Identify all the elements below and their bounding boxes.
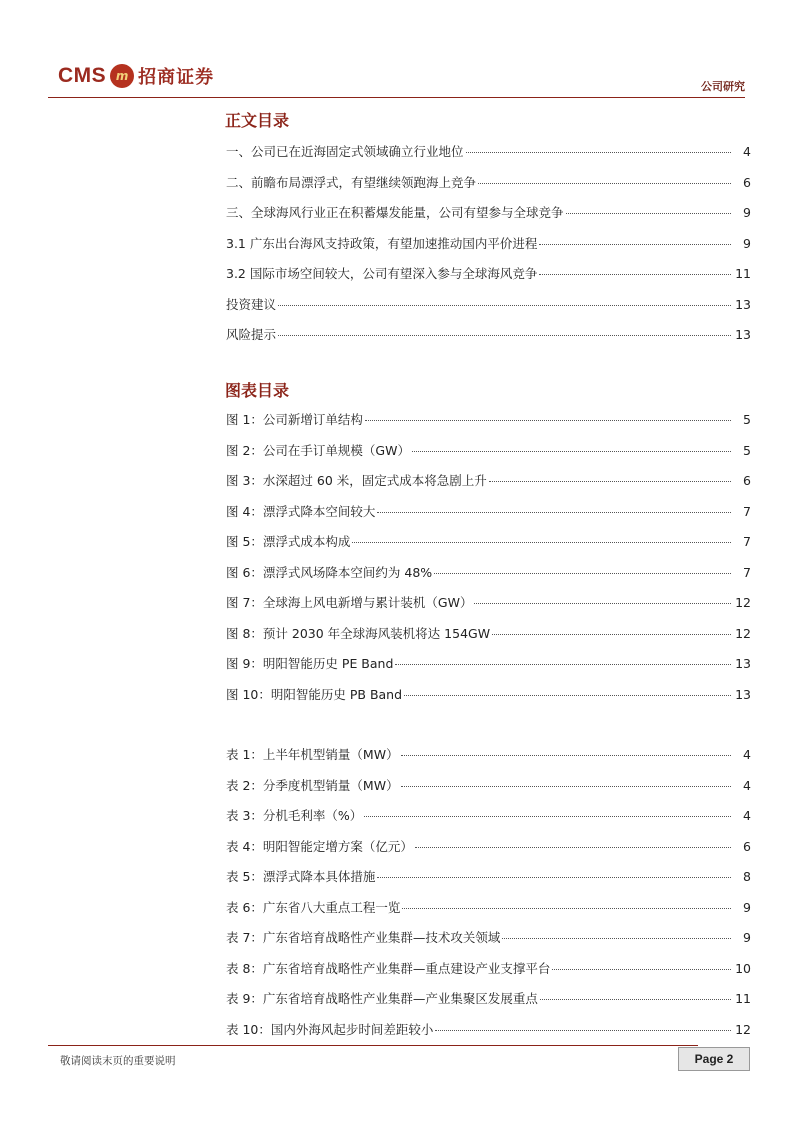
figure-entry[interactable]	[226, 441, 751, 472]
toc-entry-label: 投资建议	[226, 296, 277, 312]
table-entry-label: 表 5：漂浮式降本具体措施	[226, 869, 376, 884]
figure-entry[interactable]	[226, 502, 751, 533]
table-entry-page: 8	[743, 869, 751, 884]
figure-entry-page: 13	[735, 686, 751, 702]
toc-entry[interactable]	[226, 203, 751, 234]
toc-entry-label: 3.2 国际市场空间较大，公司有望深入参与全球海风竞争	[226, 266, 538, 281]
toc-entry-page: 13	[735, 327, 751, 342]
toc-entry-page: 9	[743, 205, 751, 220]
figure-entry-label: 图 7：全球海上风电新增与累计装机（GW）	[226, 595, 473, 610]
toc-entry-label: 三、全球海风行业正在积蓄爆发能量，公司有望参与全球竞争	[226, 205, 564, 220]
table-entry[interactable]	[226, 898, 751, 929]
figure-entry[interactable]	[226, 624, 751, 655]
figure-entry-page: 7	[743, 564, 751, 580]
table-entry[interactable]	[226, 867, 751, 898]
document-type-label: 公司研究	[701, 80, 745, 93]
figure-entry-page: 7	[743, 503, 751, 519]
toc-entry[interactable]	[226, 173, 751, 204]
toc-entry[interactable]	[226, 295, 751, 326]
table-entry-page: 12	[735, 1021, 751, 1037]
toc-entry-page: 4	[743, 144, 751, 159]
toc-entry-label: 一、公司已在近海固定式领域确立行业地位	[226, 144, 464, 159]
table-entry[interactable]	[226, 776, 751, 807]
table-entry-label: 表 10：国内外海风起步时间差距较小	[226, 1021, 434, 1037]
figure-entry-page: 7	[743, 534, 751, 549]
table-entry-page: 9	[743, 930, 751, 945]
figures-title: 图表目录	[225, 381, 290, 400]
logo-mark-icon: m	[110, 64, 134, 88]
figure-entry[interactable]	[226, 563, 751, 594]
table-entry[interactable]	[226, 745, 751, 776]
logo-text: CMS	[58, 64, 107, 87]
page-number-badge: Page 2	[678, 1047, 750, 1071]
table-entry[interactable]	[226, 806, 751, 837]
contents-list	[226, 142, 751, 356]
figure-entry-label: 图 3：水深超过 60 米，固定式成本将急剧上升	[226, 473, 487, 488]
table-entry-label: 表 3：分机毛利率（%）	[226, 808, 363, 823]
footer-disclaimer-note: 敬请阅读末页的重要说明	[60, 1055, 176, 1067]
toc-entry[interactable]	[226, 234, 751, 265]
table-entry-label: 表 4：明阳智能定增方案（亿元）	[226, 838, 413, 854]
table-entry[interactable]	[226, 837, 751, 868]
header-divider	[48, 97, 745, 98]
figure-entry-label: 图 9：明阳智能历史 PE Band	[226, 656, 394, 671]
figure-entry-label: 图 4：漂浮式降本空间较大	[226, 503, 376, 519]
toc-entry-page: 11	[735, 266, 751, 281]
figure-entry[interactable]	[226, 471, 751, 502]
table-entry[interactable]	[226, 989, 751, 1020]
toc-entry[interactable]	[226, 264, 751, 295]
figure-entry-label: 图 2：公司在手订单规模（GW）	[226, 442, 410, 458]
figure-entry[interactable]	[226, 532, 751, 563]
figure-entry-label: 图 6：漂浮式风场降本空间约为 48%	[226, 564, 433, 580]
toc-entry[interactable]	[226, 325, 751, 356]
figure-entry-page: 5	[743, 442, 751, 458]
toc-entry-label: 3.1 广东出台海风支持政策，有望加速推动国内平价进程	[226, 235, 538, 251]
toc-entry-label: 二、前瞻布局漂浮式，有望继续领跑海上竞争	[226, 174, 477, 190]
figure-entry-page: 12	[735, 625, 751, 641]
tables-list	[226, 745, 751, 1050]
toc-entry[interactable]	[226, 142, 751, 173]
figure-entry[interactable]	[226, 593, 751, 624]
table-entry[interactable]	[226, 928, 751, 959]
figure-entry-page: 13	[735, 656, 751, 671]
figure-entry-label: 图 8：预计 2030 年全球海风装机将达 154GW	[226, 625, 491, 641]
toc-entry-page: 13	[735, 296, 751, 312]
figure-entry-label: 图 10：明阳智能历史 PB Band	[226, 686, 403, 702]
table-entry-page: 4	[743, 747, 751, 762]
table-entry-label: 表 1：上半年机型销量（MW）	[226, 747, 399, 762]
figure-entry-page: 5	[743, 412, 751, 427]
toc-entry-page: 6	[743, 174, 751, 190]
table-entry-page: 10	[735, 960, 751, 976]
table-entry-label: 表 7：广东省培育战略性产业集群—技术攻关领域	[226, 930, 501, 945]
figure-entry[interactable]	[226, 654, 751, 685]
figures-list	[226, 410, 751, 715]
figure-entry-page: 6	[743, 473, 751, 488]
table-entry-label: 表 8：广东省培育战略性产业集群—重点建设产业支撑平台	[226, 960, 551, 976]
table-entry-label: 表 9：广东省培育战略性产业集群—产业集聚区发展重点	[226, 991, 538, 1006]
toc-entry-page: 9	[743, 235, 751, 251]
toc-entry-label: 风险提示	[226, 327, 277, 342]
table-entry-page: 4	[743, 777, 751, 793]
table-entry[interactable]	[226, 959, 751, 990]
figure-entry-label: 图 1：公司新增订单结构	[226, 412, 363, 427]
contents-title: 正文目录	[225, 111, 290, 130]
company-logo	[58, 60, 214, 92]
figure-entry-label: 图 5：漂浮式成本构成	[226, 534, 351, 549]
table-entry-page: 9	[743, 899, 751, 915]
figure-entry[interactable]	[226, 685, 751, 716]
logo-chinese-name: 招商证券	[138, 67, 215, 88]
table-entry-label: 表 6：广东省八大重点工程一览	[226, 899, 401, 915]
figure-entry[interactable]	[226, 410, 751, 441]
figure-entry-page: 12	[735, 595, 751, 610]
table-entry-label: 表 2：分季度机型销量（MW）	[226, 777, 399, 793]
table-entry-page: 11	[735, 991, 751, 1006]
table-entry-page: 6	[743, 838, 751, 854]
footer-divider	[48, 1045, 698, 1046]
table-entry-page: 4	[743, 808, 751, 823]
